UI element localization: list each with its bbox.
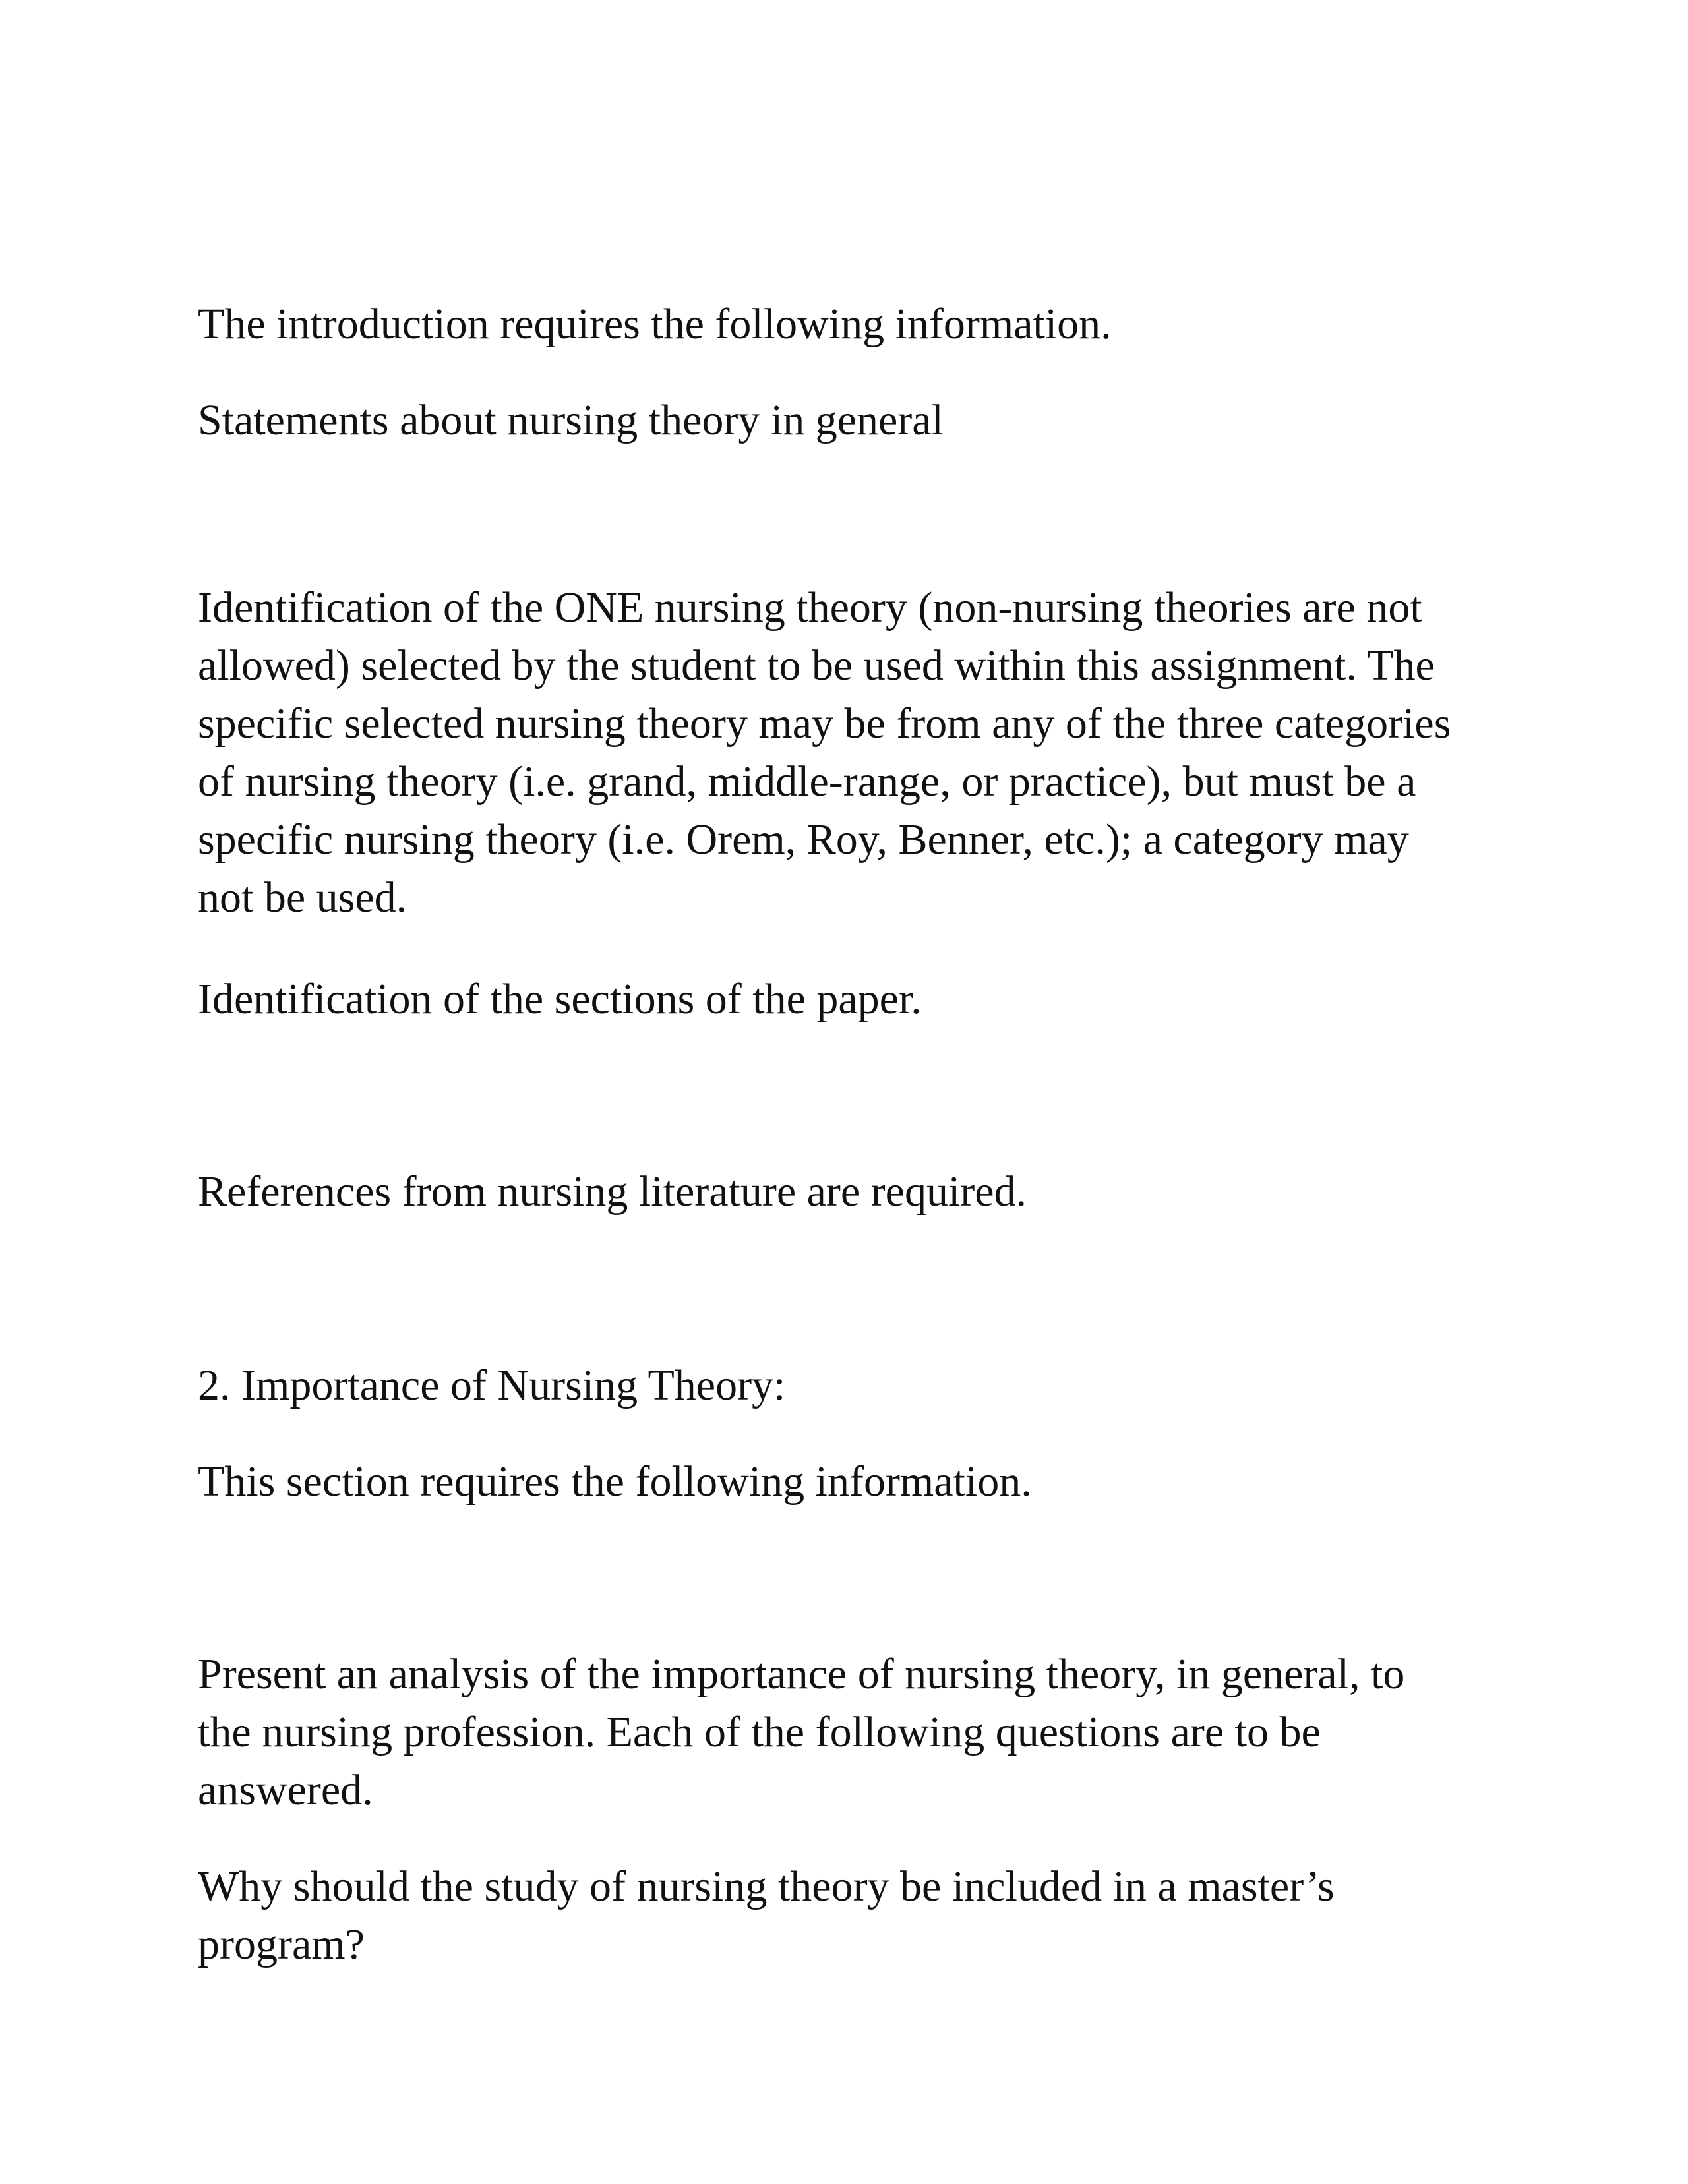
analysis-paragraph: Present an analysis of the importance of nursing theory, in general, to the nursing profession. Each of the following questions are to be answered. (198, 1650, 1405, 1814)
question-paragraph: Why should the study of nursing theory be included in a master’s program? (198, 1862, 1335, 1968)
section-heading-importance: 2. Importance of Nursing Theory: (198, 1361, 786, 1409)
nursing-theory-statements-paragraph: Statements about nursing theory in general (198, 396, 944, 444)
references-paragraph: References from nursing literature are required. (198, 1167, 1027, 1216)
section-requirements-paragraph: This section requires the following information. (198, 1458, 1032, 1506)
intro-requirements-paragraph: The introduction requires the following information. (198, 300, 1112, 348)
sections-identification-paragraph: Identification of the sections of the paper. (198, 975, 922, 1023)
theory-identification-paragraph: Identification of the ONE nursing theory (non-nursing theories are not allowed) selected by the student to be used within this assignment. The specific selected nursing theory may be from any of the three categories of nursing theory (i.e. grand, middle-range, or practice), but must be a specific nursing theory (i.e. Orem, Roy, Benner, etc.); a category may not be used. (198, 583, 1451, 922)
